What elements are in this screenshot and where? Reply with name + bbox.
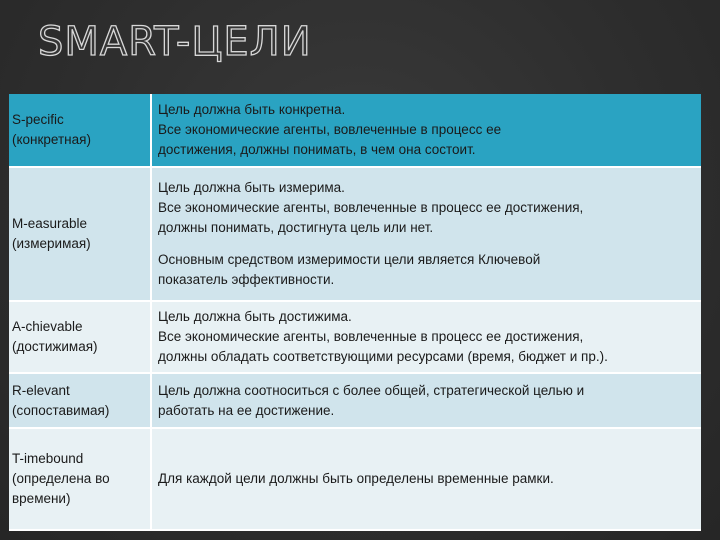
value-line: должны понимать, достигнута цель или нет. bbox=[158, 220, 434, 235]
row-value-specific bbox=[152, 94, 701, 168]
value-line: достижения, должны понимать, в чем она состоит. bbox=[158, 142, 476, 157]
value-line: показатель эффективности. bbox=[158, 272, 335, 287]
row-key-relevant bbox=[9, 374, 152, 429]
key-line: (сопоставимая) bbox=[12, 402, 110, 418]
value-line: работать на ее достижение. bbox=[158, 402, 335, 418]
page-title: SMART-ЦЕЛИ bbox=[38, 19, 312, 65]
row-value-timebound bbox=[152, 429, 701, 531]
row-key-specific bbox=[9, 94, 152, 168]
row-key-measurable bbox=[9, 168, 152, 302]
value-line: Все экономические агенты, вовлеченные в процесс ее достижения, bbox=[158, 329, 584, 344]
key-line: времени) bbox=[12, 491, 71, 506]
value-line: Для каждой цели должны быть определены временные рамки. bbox=[158, 471, 554, 486]
smart-table bbox=[9, 94, 701, 531]
value-line: Все экономические агенты, вовлеченные в процесс ее достижения, bbox=[158, 200, 584, 215]
row-value-relevant bbox=[152, 374, 701, 429]
value-line: Цель должна быть конкретна. bbox=[158, 102, 346, 117]
value-line: Основным средством измеримости цели является Ключевой bbox=[158, 252, 541, 267]
key-line: S-pecific bbox=[12, 112, 64, 127]
row-key-achievable bbox=[9, 302, 152, 374]
row-key-timebound bbox=[9, 429, 152, 531]
value-line: Цель должна быть достижима. bbox=[158, 309, 352, 324]
key-line: (измеримая) bbox=[12, 236, 91, 251]
key-line: T-imebound bbox=[12, 451, 84, 466]
key-line: M-easurable bbox=[12, 216, 88, 231]
key-line: A-chievable bbox=[12, 319, 83, 334]
row-value-achievable bbox=[152, 302, 701, 374]
value-line: должны обладать соответствующими ресурсами (время, бюджет и пр.). bbox=[158, 349, 608, 364]
value-line: Цель должна соотноситься с более общей, стратегической целью и bbox=[158, 382, 585, 398]
value-line: Цель должна быть измерима. bbox=[158, 180, 345, 195]
key-line: (определена во bbox=[12, 471, 110, 486]
paragraph-gap bbox=[158, 238, 695, 250]
value-line: Все экономические агенты, вовлеченные в процесс ее bbox=[158, 122, 502, 137]
key-line: (конкретная) bbox=[12, 132, 91, 147]
key-line: R-elevant bbox=[12, 382, 70, 398]
row-value-measurable bbox=[152, 168, 701, 302]
key-line: (достижимая) bbox=[12, 339, 98, 354]
